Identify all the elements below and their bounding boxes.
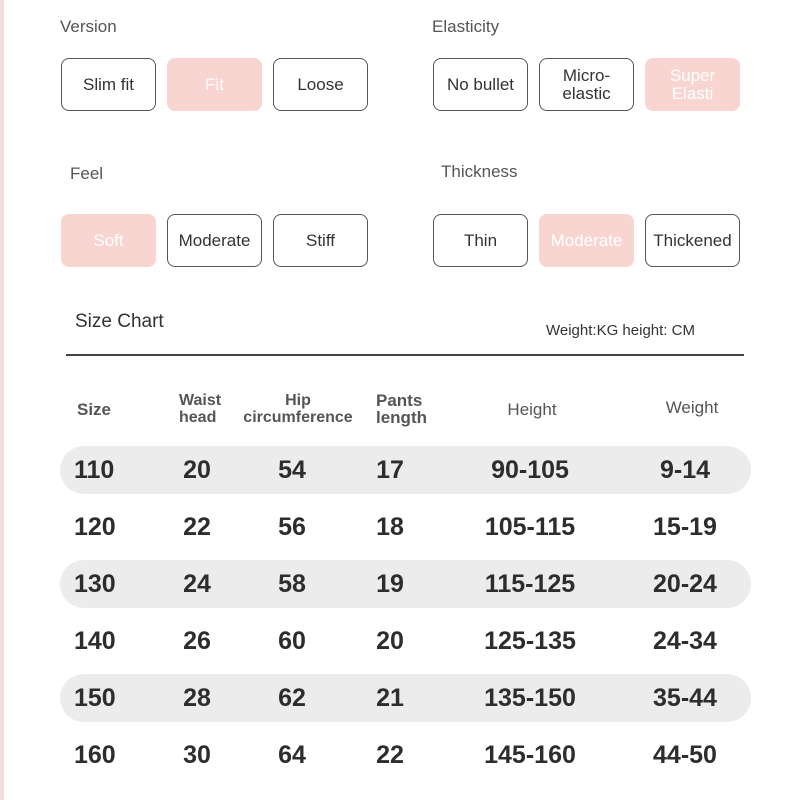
cell-height: 115-125 <box>484 570 576 598</box>
version-option-slim-fit-button[interactable]: Slim fit <box>61 58 156 111</box>
cell-pants-length: 19 <box>376 570 404 598</box>
elasticity-option-micro-elastic-button[interactable]: Micro- elastic <box>539 58 634 111</box>
feel-option-soft-button[interactable]: Soft <box>61 214 156 267</box>
cell-hip: 56 <box>278 513 306 541</box>
elasticity-option-super-elasti-button[interactable]: Super Elasti <box>645 58 740 111</box>
cell-pants-length: 21 <box>376 684 404 712</box>
cell-waist: 26 <box>183 627 211 655</box>
thickness-option-thickened-button[interactable]: Thickened <box>645 214 740 267</box>
cell-height: 135-150 <box>484 684 576 712</box>
header-size: Size <box>77 400 112 419</box>
version-label: Version <box>60 17 117 36</box>
thickness-label: Thickness <box>441 162 518 181</box>
cell-pants-length: 20 <box>376 627 404 655</box>
table-row <box>60 560 751 608</box>
feel-label: Feel <box>70 164 104 183</box>
cell-hip: 64 <box>278 741 306 769</box>
cell-size: 130 <box>74 570 116 598</box>
cell-pants-length: 17 <box>376 456 404 484</box>
table-row <box>60 617 751 665</box>
cell-size: 160 <box>74 741 116 769</box>
cell-weight: 44-50 <box>653 741 717 769</box>
cell-weight: 20-24 <box>653 570 717 598</box>
cell-hip: 60 <box>278 627 306 655</box>
feel-option-moderate-button[interactable]: Moderate <box>167 214 262 267</box>
cell-size: 140 <box>74 627 116 655</box>
header-weight: Weight <box>665 398 719 417</box>
size-chart-divider <box>66 354 744 356</box>
cell-size: 110 <box>74 456 115 484</box>
cell-waist: 28 <box>183 684 211 712</box>
header-pants-length: Pants length <box>376 391 427 427</box>
table-row <box>60 731 751 779</box>
header-hip: Hip circumference <box>243 392 353 426</box>
size-chart-title: Size Chart <box>75 311 164 332</box>
cell-hip: 62 <box>278 684 306 712</box>
table-row <box>60 674 751 722</box>
feel-option-stiff-button[interactable]: Stiff <box>273 214 368 267</box>
cell-waist: 30 <box>183 741 211 769</box>
cell-height: 90-105 <box>491 456 569 484</box>
table-row <box>60 446 751 494</box>
cell-weight: 15-19 <box>653 513 717 541</box>
version-option-loose-button[interactable]: Loose <box>273 58 368 111</box>
cell-pants-length: 22 <box>376 741 404 769</box>
cell-weight: 24-34 <box>653 627 717 655</box>
cell-hip: 58 <box>278 570 306 598</box>
cell-weight: 35-44 <box>653 684 717 712</box>
cell-pants-length: 18 <box>376 513 404 541</box>
size-chart-units: Weight:KG height: CM <box>546 322 695 339</box>
header-waist: Waist head <box>179 392 222 426</box>
cell-waist: 24 <box>183 570 211 598</box>
version-option-fit-button[interactable]: Fit <box>167 58 262 111</box>
cell-weight: 9-14 <box>659 456 711 484</box>
elasticity-option-no-bullet-button[interactable]: No bullet <box>433 58 528 111</box>
thickness-option-thin-button[interactable]: Thin <box>433 214 528 267</box>
cell-size: 120 <box>74 513 116 541</box>
thickness-option-moderate-button[interactable]: Moderate <box>539 214 634 267</box>
elasticity-label: Elasticity <box>432 17 500 36</box>
left-edge-divider <box>0 0 4 800</box>
cell-waist: 22 <box>183 513 211 541</box>
cell-height: 125-135 <box>484 627 576 655</box>
cell-waist: 20 <box>183 456 211 484</box>
cell-size: 150 <box>74 684 116 712</box>
cell-hip: 54 <box>278 456 306 484</box>
header-height: Height <box>507 400 557 419</box>
cell-height: 145-160 <box>484 741 576 769</box>
table-row <box>60 503 751 551</box>
cell-height: 105-115 <box>484 513 576 541</box>
